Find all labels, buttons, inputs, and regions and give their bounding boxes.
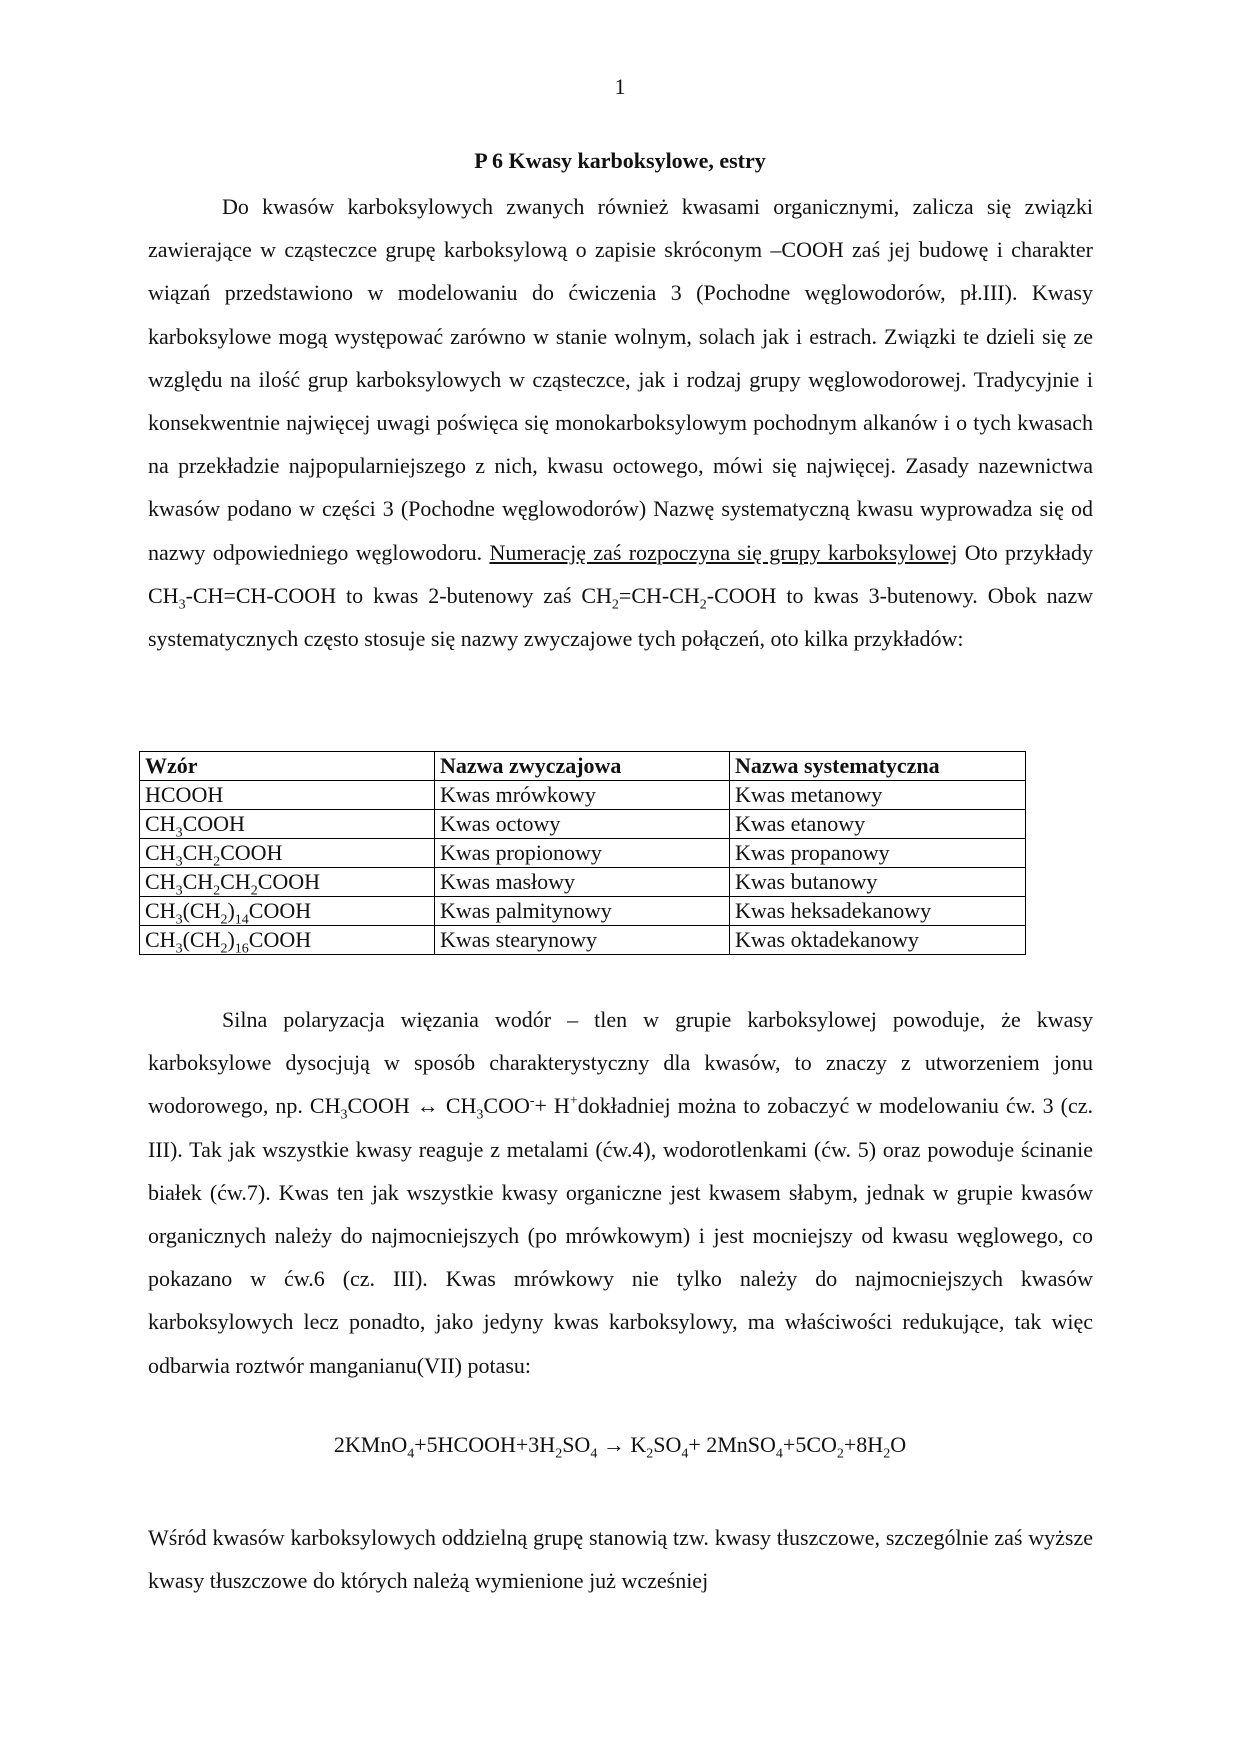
subscript: 2	[611, 597, 619, 613]
common-name-cell: Kwas stearynowy	[435, 926, 730, 955]
formula-cell: $CH_3CH_2CH_2COOH$	[140, 868, 435, 897]
systematic-name-cell: Kwas heksadekanowy	[730, 897, 1026, 926]
subscript: 2	[699, 597, 707, 613]
header-formula: Wzór	[140, 752, 435, 781]
systematic-name-cell: Kwas etanowy	[730, 810, 1026, 839]
table-row	[140, 926, 1026, 955]
intro-text-d: =CH-CH	[618, 582, 700, 608]
systematic-name-cell: Kwas butanowy	[730, 868, 1026, 897]
intro-text-c: -CH=CH-COOH to kwas 2-butenowy zaś CH	[185, 582, 612, 608]
intro-paragraph	[148, 185, 1093, 660]
table-row	[140, 810, 1026, 839]
document-title: P 6 Kwasy karboksylowe, estry	[474, 148, 766, 173]
common-name-cell: Kwas octowy	[435, 810, 730, 839]
subscript: 3	[178, 597, 186, 613]
redox-equation: $2KMnO_4+5HCOOH+3H_2SO_4 \to K_2SO_4+$ $2MnSO_4+5CO_2+8H_2O$	[333, 1432, 907, 1462]
table-row	[140, 868, 1026, 897]
common-name-cell: Kwas mrówkowy	[435, 781, 730, 810]
table-row	[140, 897, 1026, 926]
acids-table	[139, 751, 1026, 955]
header-common-name: Nazwa zwyczajowa	[435, 752, 730, 781]
formula-cell: $CH_3(CH_2)_{16}COOH$	[140, 926, 435, 955]
formula-cell: $CH_3(CH_2)_{14}COOH$	[140, 897, 435, 926]
common-name-cell: Kwas masłowy	[435, 868, 730, 897]
systematic-name-cell: Kwas metanowy	[730, 781, 1026, 810]
dissociation-paragraph: Silna polaryzacja więzania wodór – tlen w grupie karboksylowej powoduje, że kwasy karboksylowe dysocjują w sposób charakterystyczny dla kwasów, to znaczy z utworzeniem jonu wodorowego, np. $CH_3COOH$ ↔ $CH_3COO^-+$ H+dokładniej można to zobaczyć w modelowaniu ćw. 3 (cz. III). Tak jak wszystkie kwasy reaguje z metalami (ćw.4), wodorotlenkami (ćw. 5) oraz powoduje ścinanie białek (ćw.7). Kwas ten jak wszystkie kwasy organiczne jest kwasem słabym, jednak w grupie kwasów organicznych należy do najmocniejszych (po mrówkowym) i jest mocniejszy od kwasu węglowego, co pokazano w ćw.6 (cz. III). Kwas mrówkowy nie tylko należy do najmocniejszych kwasów karboksylowych lecz ponadto, jako jedyny kwas karboksylowy, ma właściwości redukujące, tak więc odbarwia roztwór manganianu(VII) potasu:	[148, 1007, 1093, 1378]
table-row	[140, 781, 1026, 810]
formula-cell: $CH_3CH_2COOH$	[140, 839, 435, 868]
header-systematic-name: Nazwa systematyczna	[730, 752, 1026, 781]
intro-text-e: -COOH to kwas 3-butenowy. Obok nazw systematycznych często stosuje się nazwy zwyczajowe tych połączeń, oto kilka przykładów:	[148, 582, 1093, 652]
formula-cell: $CH_3COOH$	[140, 810, 435, 839]
numbering-link[interactable]: Numerację zaś rozpoczyna się grupy karboksylowej	[489, 539, 958, 565]
systematic-name-cell: Kwas propanowy	[730, 839, 1026, 868]
table-row	[140, 839, 1026, 868]
page-number: 1	[614, 74, 626, 99]
formula-cell: HCOOH	[140, 781, 435, 810]
table-header-row	[140, 752, 1026, 781]
fatty-acids-paragraph: Wśród kwasów karboksylowych oddzielną grupę stanowią tzw. kwasy tłuszczowe, szczególnie zaś wyższe kwasy tłuszczowe do których należą wymienione już wcześniej	[148, 1525, 1093, 1594]
common-name-cell: Kwas palmitynowy	[435, 897, 730, 926]
common-name-cell: Kwas propionowy	[435, 839, 730, 868]
systematic-name-cell: Kwas oktadekanowy	[730, 926, 1026, 955]
intro-text-b: Oto przykłady CH	[148, 539, 1093, 608]
intro-text: Do kwasów karboksylowych zwanych również kwasami organicznymi, zalicza się związki zawierające w cząsteczce grupę karboksylową o zapisie skróconym –COOH zaś jej budowę i charakter wiązań przedstawiono w modelowaniu do ćwiczenia 3 (Pochodne węglowodorów, pł.III). Kwasy karboksylowe mogą występować zarówno w stanie wolnym, solach jak i estrach. Związki te dzieli się ze względu na ilość grup karboksylowych w cząsteczce, jak i rodzaj grupy węglowodorowej. Tradycyjnie i konsekwentnie najwięcej uwagi poświęca się monokarboksylowym pochodnym alkanów i o tych kwasach na przekładzie najpopularniejszego z nich, kwasu octowego, mówi się najwięcej. Zasady nazewnictwa kwasów podano w części 3 (Pochodne węglowodorów) Nazwę systematyczną kwasu wyprowadza się od nazwy odpowiedniego węglowodoru.	[148, 194, 1093, 565]
